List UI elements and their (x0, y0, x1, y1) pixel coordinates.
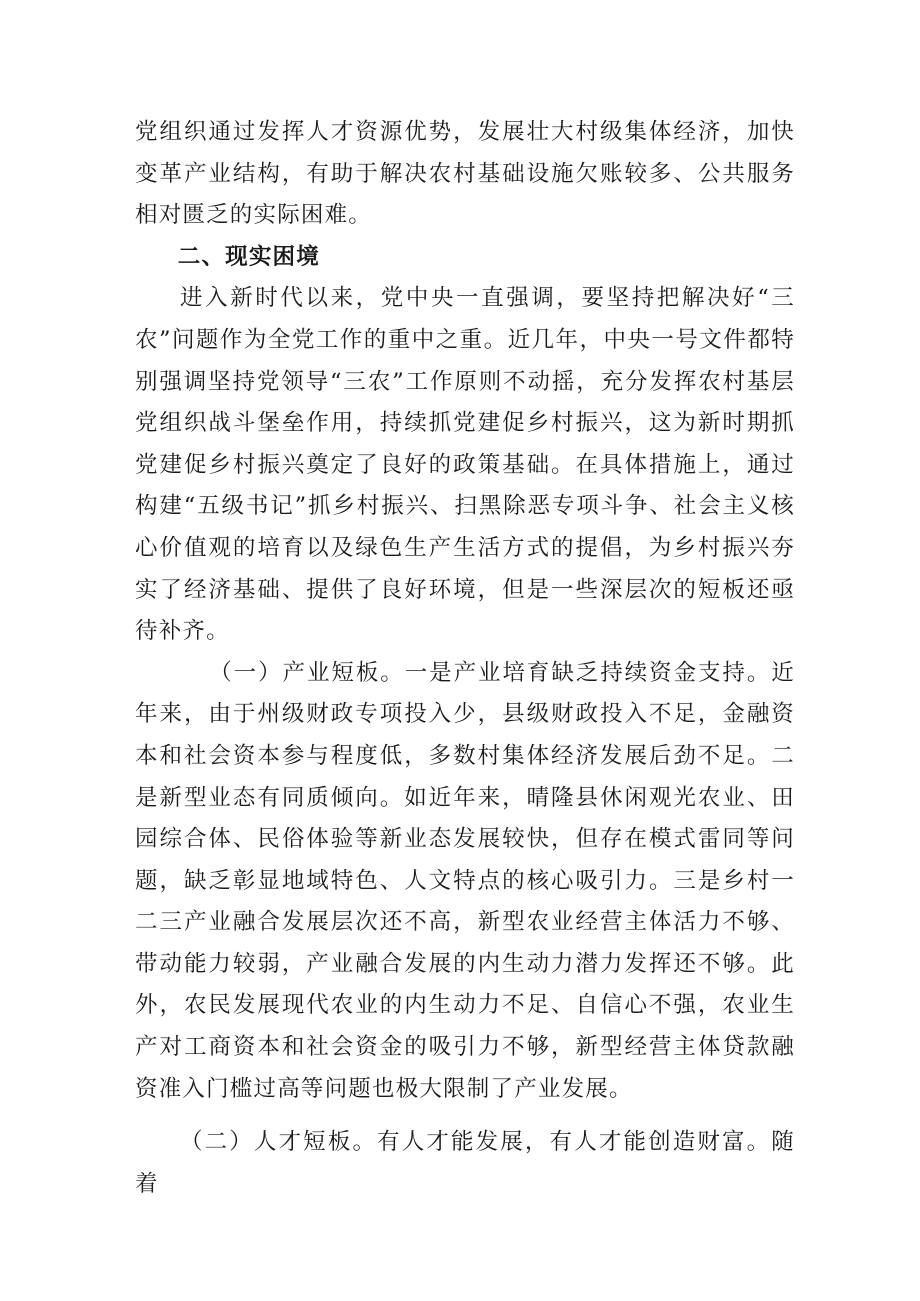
paragraph-talent-shortcoming: （二）人才短板。有人才能发展，有人才能创造财富。随着 (135, 1129, 795, 1197)
section-heading: 二、现实困境 (177, 243, 320, 270)
paragraph-industry-shortcoming: （一）产业短板。一是产业培育缺乏持续资金支持。近年来，由于州级财政专项投入少，县级财政投入不足，金融资本和社会资本参与程度低，多数村集体经济发展后劲不足。二是新型业态有同质倾向。如近年来，晴隆县休闲观光农业、田园综合体、民俗体验等新业态发展较快，但存在模式雷同等问题，缺乏彰显地域特色、人文特点的核心吸引力。三是乡村一二三产业融合发展层次还不高，新型农业经营主体活力不够、带动能力较弱，产业融合发展的内生动力潜力发挥还不够。此外，农民发展现代农业的内生动力不足、自信心不强，农业生产对工商资本和社会资金的吸引力不够，新型经营主体贷款融资准入门槛过高等问题也极大限制了产业发展。 (135, 659, 795, 1102)
paragraph-continuation: 党组织通过发挥人才资源优势，发展壮大村级集体经济，加快变革产业结构，有助于解决农村基础设施欠账较多、公共服务相对匮乏的实际困难。 (135, 119, 795, 229)
document-body (135, 112, 795, 1205)
paragraph-intro: 进入新时代以来，党中央一直强调，要坚持把解决好“三农”问题作为全党工作的重中之重。近几年，中央一号文件都特别强调坚持党领导“三农”工作原则不动摇，充分发挥农村基层党组织战斗堡垒作用，持续抓党建促乡村振兴，这为新时期抓党建促乡村振兴奠定了良好的政策基础。在具体措施上，通过构建“五级书记”抓乡村振兴、扫黑除恶专项斗争、社会主义核心价值观的培育以及绿色生产生活方式的提倡，为乡村振兴夯实了经济基础、提供了良好环境，但是一些深层次的短板还亟待补齐。 (135, 285, 795, 645)
